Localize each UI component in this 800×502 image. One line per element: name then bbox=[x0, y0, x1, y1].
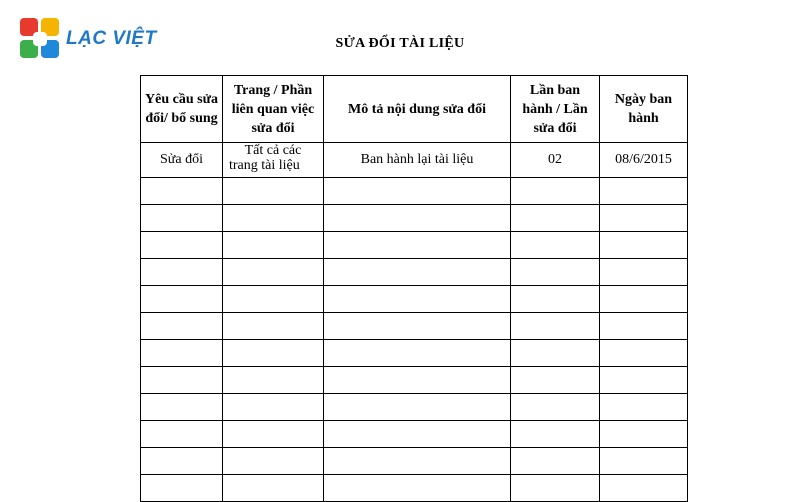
table-row-empty bbox=[141, 448, 688, 475]
empty-cell bbox=[324, 475, 511, 502]
document-title: SỬA ĐỔI TÀI LIỆU bbox=[335, 36, 465, 51]
empty-cell bbox=[223, 421, 324, 448]
empty-cell bbox=[511, 367, 600, 394]
empty-cell bbox=[600, 340, 688, 367]
empty-cell bbox=[223, 313, 324, 340]
empty-cell bbox=[324, 286, 511, 313]
empty-cell bbox=[600, 205, 688, 232]
table-row-empty bbox=[141, 475, 688, 502]
cell-page-section: Tất cả các trang tài liệu bbox=[223, 143, 324, 178]
empty-cell bbox=[223, 178, 324, 205]
table-row-empty bbox=[141, 367, 688, 394]
empty-cell bbox=[141, 367, 223, 394]
empty-cell bbox=[600, 475, 688, 502]
cell-issue-date: 08/6/2015 bbox=[600, 143, 688, 178]
cell-request: Sửa đổi bbox=[141, 143, 223, 178]
empty-cell bbox=[600, 394, 688, 421]
empty-cell bbox=[600, 259, 688, 286]
table-row-empty bbox=[141, 205, 688, 232]
empty-cell bbox=[511, 286, 600, 313]
table-row-empty bbox=[141, 340, 688, 367]
empty-cell bbox=[600, 286, 688, 313]
empty-cell bbox=[141, 205, 223, 232]
table-header-row bbox=[141, 76, 688, 143]
empty-cell bbox=[324, 313, 511, 340]
empty-cell bbox=[511, 475, 600, 502]
empty-cell bbox=[600, 421, 688, 448]
table-row-empty bbox=[141, 259, 688, 286]
empty-cell bbox=[223, 367, 324, 394]
empty-cell bbox=[511, 448, 600, 475]
revision-table bbox=[140, 75, 688, 502]
table-row-empty bbox=[141, 286, 688, 313]
empty-cell bbox=[511, 259, 600, 286]
empty-cell bbox=[223, 286, 324, 313]
empty-cell bbox=[600, 232, 688, 259]
header-issue-revision: Lần ban hành / Lần sửa đổi bbox=[511, 76, 600, 143]
empty-cell bbox=[223, 232, 324, 259]
empty-cell bbox=[600, 448, 688, 475]
empty-cell bbox=[324, 259, 511, 286]
empty-cell bbox=[511, 232, 600, 259]
empty-cell bbox=[141, 178, 223, 205]
table-row-empty bbox=[141, 421, 688, 448]
empty-cell bbox=[324, 232, 511, 259]
empty-cell bbox=[141, 259, 223, 286]
empty-cell bbox=[223, 394, 324, 421]
empty-cell bbox=[141, 286, 223, 313]
header-page-section: Trang / Phần liên quan việc sửa đổi bbox=[223, 76, 324, 143]
empty-cell bbox=[141, 340, 223, 367]
cell-description: Ban hành lại tài liệu bbox=[324, 143, 511, 178]
table-row-empty bbox=[141, 313, 688, 340]
empty-cell bbox=[324, 394, 511, 421]
empty-cell bbox=[511, 394, 600, 421]
empty-cell bbox=[141, 421, 223, 448]
empty-cell bbox=[223, 475, 324, 502]
empty-cell bbox=[223, 340, 324, 367]
empty-cell bbox=[600, 313, 688, 340]
empty-cell bbox=[324, 205, 511, 232]
table-row-empty bbox=[141, 232, 688, 259]
header-description: Mô tả nội dung sửa đổi bbox=[324, 76, 511, 143]
empty-cell bbox=[324, 421, 511, 448]
header-request: Yêu cầu sửa đổi/ bổ sung bbox=[141, 76, 223, 143]
empty-cell bbox=[324, 367, 511, 394]
empty-cell bbox=[324, 448, 511, 475]
empty-cell bbox=[141, 232, 223, 259]
empty-cell bbox=[223, 448, 324, 475]
table-row-empty bbox=[141, 178, 688, 205]
empty-cell bbox=[511, 178, 600, 205]
empty-cell bbox=[141, 475, 223, 502]
empty-cell bbox=[600, 178, 688, 205]
empty-cell bbox=[511, 340, 600, 367]
cell-issue-revision: 02 bbox=[511, 143, 600, 178]
empty-cell bbox=[511, 421, 600, 448]
header-issue-date: Ngày ban hành bbox=[600, 76, 688, 143]
empty-cell bbox=[511, 313, 600, 340]
table-row bbox=[141, 143, 688, 178]
table-row-empty bbox=[141, 394, 688, 421]
empty-cell bbox=[324, 178, 511, 205]
empty-cell bbox=[141, 448, 223, 475]
empty-cell bbox=[600, 367, 688, 394]
empty-cell bbox=[141, 394, 223, 421]
logo-text: LẠC VIỆT bbox=[66, 28, 157, 49]
empty-cell bbox=[324, 340, 511, 367]
empty-cell bbox=[141, 313, 223, 340]
empty-cell bbox=[223, 205, 324, 232]
empty-cell bbox=[511, 205, 600, 232]
empty-cell bbox=[223, 259, 324, 286]
